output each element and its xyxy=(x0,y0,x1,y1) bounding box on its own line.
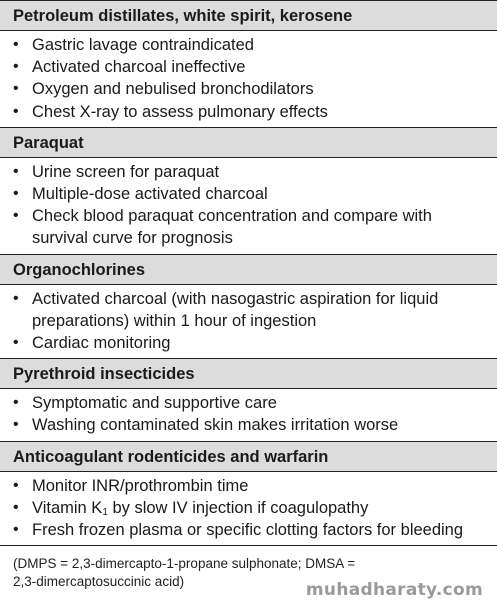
watermark: muhadharaty.com xyxy=(305,580,483,600)
bullet-icon: • xyxy=(13,185,19,203)
list-item: • Multiple-dose activated charcoal xyxy=(13,183,485,205)
list-item: • Fresh frozen plasma or specific clotting factors for bleeding xyxy=(13,519,485,541)
list-item: • Activated charcoal (with nasogastric aspiration for liquid preparations) within 1 hour of ingestion xyxy=(13,289,439,330)
bullet-icon: • xyxy=(13,334,19,352)
bullet-icon: • xyxy=(13,476,19,494)
bullet-icon: • xyxy=(13,102,19,120)
section-heading-paraquat: Paraquat xyxy=(0,128,497,158)
bullet-icon: • xyxy=(13,162,19,180)
list-item: • Chest X-ray to assess pulmonary effects xyxy=(13,101,485,123)
bullet-icon: • xyxy=(13,394,19,412)
list-item: • Vitamin $K_1$ by slow IV injection if coagulopathy xyxy=(13,498,369,518)
list-item: • Monitor INR/prothrombin time xyxy=(13,475,485,497)
list-item: • Symptomatic and supportive care xyxy=(13,392,485,414)
bullet-icon: • xyxy=(13,498,19,516)
section-heading-organochlorines: Organochlorines xyxy=(0,255,497,285)
list-item: • Gastric lavage contraindicated xyxy=(13,34,485,56)
bullet-icon: • xyxy=(13,36,19,53)
list-item: • Washing contaminated skin makes irritation worse xyxy=(13,414,485,436)
bullet-icon: • xyxy=(13,521,19,539)
bullet-icon: • xyxy=(13,58,19,76)
bullet-icon: • xyxy=(13,416,19,434)
list-item: • Cardiac monitoring xyxy=(13,332,485,354)
section-body-petroleum xyxy=(0,31,497,128)
section-heading-petroleum: Petroleum distillates, white spirit, kerosene xyxy=(0,1,497,31)
list-item: • Oxygen and nebulised bronchodilators xyxy=(13,78,485,100)
list-item: • Urine screen for paraquat xyxy=(13,161,485,183)
section-body-organochlorines xyxy=(0,285,497,360)
bullet-icon: • xyxy=(13,289,19,307)
list-item: • Check blood paraquat concentration and compare with survival curve for prognosis xyxy=(13,207,432,248)
section-heading-anticoagulant: Anticoagulant rodenticides and warfarin xyxy=(0,442,497,472)
footnote-line-1: (DMPS = 2,3-dimercapto-1-propane sulphonate; DMSA = xyxy=(13,556,356,572)
section-heading-pyrethroid: Pyrethroid insecticides xyxy=(0,359,497,389)
section-body-pyrethroid xyxy=(0,389,497,441)
bullet-icon: • xyxy=(13,207,19,225)
footnote-line-2: 2,3-dimercaptosuccinic acid) xyxy=(13,574,185,590)
bullet-icon: • xyxy=(13,80,19,98)
section-body-paraquat xyxy=(0,158,497,255)
list-item: • Activated charcoal ineffective xyxy=(13,56,485,78)
section-body-anticoagulant xyxy=(0,472,497,547)
